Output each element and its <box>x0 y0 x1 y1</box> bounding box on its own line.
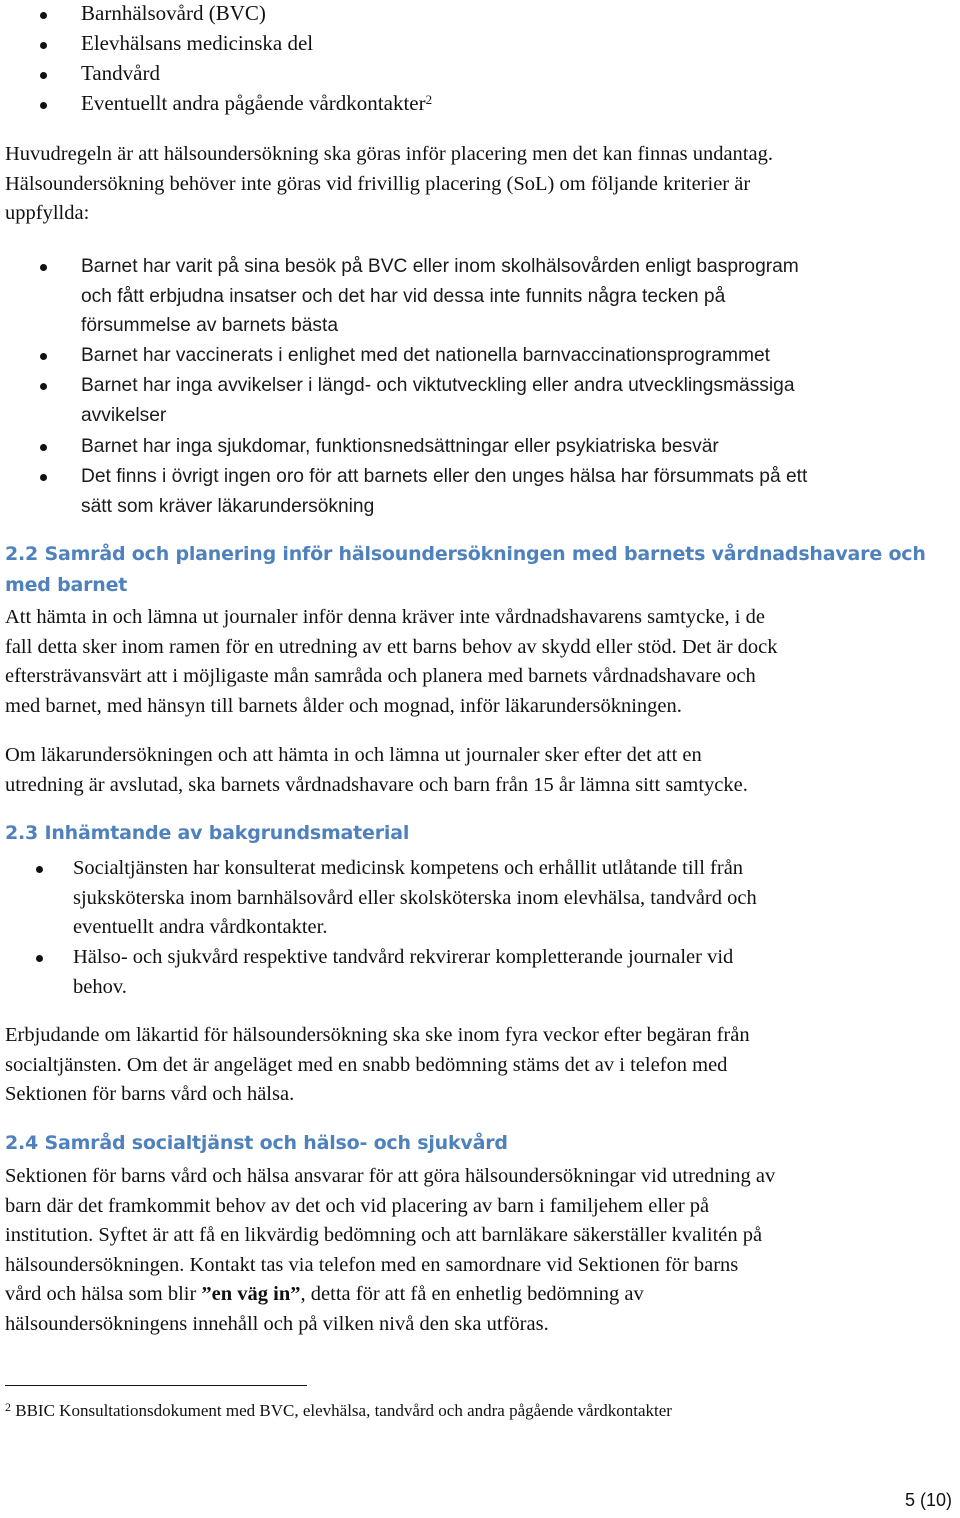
bullet-icon <box>40 12 47 19</box>
text-line: hälsoundersökningens innehåll och på vilken nivå den ska utföras. <box>5 1312 549 1335</box>
page-number: 5 (10) <box>905 1490 953 1510</box>
text-line: hälsoundersökningen. Kontakt tas via telefon med en samordnare vid Sektionen för barns <box>5 1253 739 1276</box>
text-line: Socialtjänsten har konsulterat medicinsk kompetens och erhållit utlåtande till från <box>73 857 744 879</box>
text-line: barn där det framkommit behov av det och vid placering av barn i familjehem eller på <box>5 1194 710 1217</box>
section-2-3-paragraph <box>5 1021 750 1110</box>
footnote-number: 2 <box>5 1400 11 1414</box>
list-item-text <box>81 432 719 462</box>
list-item-text: Tandvård <box>81 61 160 85</box>
text-span: , detta för att få en enhetlig bedömning av <box>300 1283 644 1305</box>
text-line: Sektionen för barns vård och hälsa ansvarar för att göra hälsoundersökningar vid utredning av <box>5 1165 776 1187</box>
text-line: Att hämta in och lämna ut journaler inför denna kräver inte vårdnadshavarens samtycke, i de <box>5 606 765 628</box>
bullet-icon <box>40 383 47 390</box>
bullet-icon <box>36 866 43 873</box>
bullet-icon <box>40 72 47 79</box>
text-line <box>5 1280 775 1310</box>
section-2-2-paragraph-2 <box>5 741 748 800</box>
text-line: Om läkarundersökningen och att hämta in och lämna ut journaler sker efter det att en <box>5 744 702 766</box>
heading-line: med barnet <box>5 574 128 596</box>
emphasis-en-vag-in: ”en väg in” <box>201 1283 301 1305</box>
text-line: Erbjudande om läkartid för hälsoundersökning ska ske inom fyra veckor efter begäran från <box>5 1024 750 1046</box>
bullet-icon <box>36 955 43 962</box>
text-line: utredning är avslutad, ska barnets vårdnadshavare och barn från 15 år lämna sitt samtycke. <box>5 773 748 796</box>
text-line: Barnet har inga avvikelser i längd- och viktutveckling eller andra utvecklingsmässiga <box>81 375 795 396</box>
bullet-icon <box>40 42 47 49</box>
footnote <box>5 1400 672 1422</box>
bullet-icon <box>40 444 47 451</box>
text-line: socialtjänsten. Om det är angeläget med en snabb bedömning stäms det av i telefon med <box>5 1053 728 1076</box>
text-span: vård och hälsa som blir <box>5 1283 202 1305</box>
section-heading-2-2 <box>5 539 926 601</box>
text-line: behov. <box>73 975 127 998</box>
text-line: Barnet har inga sjukdomar, funktionsnedsättningar eller psykiatriska besvär <box>81 436 719 457</box>
bullet-icon <box>40 353 47 360</box>
list-item-text <box>81 88 432 119</box>
intro-line: Hälsoundersökning behöver inte göras vid frivillig placering (SoL) om följande kriterier är <box>5 172 751 195</box>
section-2-2-paragraph-1 <box>5 603 778 721</box>
text-line: med barnet, med hänsyn till barnets ålder och mognad, inför läkarundersökningen. <box>5 694 682 717</box>
bullet-icon <box>40 474 47 481</box>
intro-line: uppfyllda: <box>5 202 90 224</box>
text-line: Barnet har varit på sina besök på BVC eller inom skolhälsovården enligt basprogram <box>81 256 799 277</box>
section-heading-2-4: 2.4 Samråd socialtjänst och hälso- och sjukvård <box>5 1132 508 1154</box>
list-item-text <box>73 854 757 943</box>
list-item-text <box>81 371 795 430</box>
footnote-separator <box>5 1385 307 1386</box>
text-line: och fått erbjudna insatser och det har vid dessa inte funnits några tecken på <box>81 285 726 307</box>
text-line: eftersträvansvärt att i möjligaste mån samråda och planera med barnets vårdnadshavare och <box>5 665 756 687</box>
list-item-text <box>81 341 770 371</box>
intro-paragraph <box>5 140 960 229</box>
list-item-text <box>73 943 733 1002</box>
text-line: avvikelser <box>81 404 167 426</box>
text-line: Hälso- och sjukvård respektive tandvård rekvirerar kompletterande journaler vid <box>73 946 734 968</box>
text-line: Det finns i övrigt ingen oro för att barnets eller den unges hälsa har försummats på ett <box>81 466 808 487</box>
footnote-text: BBIC Konsultationsdokument med BVC, elevhälsa, tandvård och andra pågående vårdkontakter <box>15 1401 672 1420</box>
intro-line: Huvudregeln är att hälsoundersökning ska göras inför placering men det kan finnas undantag. <box>5 143 773 165</box>
bullet-icon <box>40 102 47 109</box>
text-line: institution. Syftet är att få en likvärdig bedömning och att barnläkare säkerställer kvalitén på <box>5 1224 763 1246</box>
text-line: fall detta sker inom ramen för en utredning av ett barns behov av skydd eller stöd. Det är dock <box>5 635 778 658</box>
text-line: eventuellt andra vårdkontakter. <box>73 916 328 938</box>
list-item-label: Eventuellt andra pågående vårdkontakter <box>81 91 426 115</box>
list-item-text: Barnhälsovård (BVC) <box>81 1 266 25</box>
text-line: Barnet har vaccinerats i enlighet med det nationella barnvaccinationsprogrammet <box>81 345 770 366</box>
text-line: Sektionen för barns vård och hälsa. <box>5 1083 295 1105</box>
bullet-icon <box>40 264 47 271</box>
text-line: sätt som kräver läkarundersökning <box>81 495 375 517</box>
list-item-text <box>81 252 799 341</box>
list-item-text <box>81 462 807 521</box>
text-line: sjuksköterska inom barnhälsovård eller skolsköterska inom elevhälsa, tandvård och <box>73 886 757 909</box>
text-line: försummelse av barnets bästa <box>81 315 339 336</box>
heading-line: 2.2 Samråd och planering inför hälsoundersökningen med barnets vårdnadshavare och <box>5 543 926 565</box>
section-heading-2-3: 2.3 Inhämtande av bakgrundsmaterial <box>5 822 410 844</box>
section-2-4-paragraph <box>5 1162 775 1339</box>
footnote-reference: 2 <box>425 92 433 107</box>
list-item-text: Elevhälsans medicinska del <box>81 31 314 55</box>
